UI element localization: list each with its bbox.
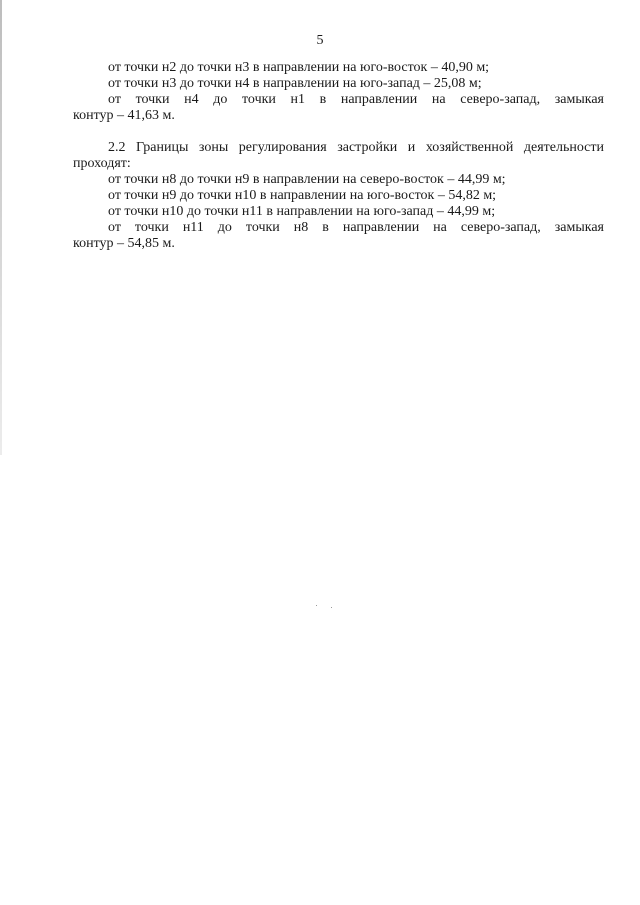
- boundary-closing-line: от точки н11 до точки н8 в направлении на северо-запад, замыкая: [108, 220, 604, 235]
- scan-edge-shadow: [0, 0, 2, 455]
- boundary-line: от точки н10 до точки н11 в направлении на юго-запад – 44,99 м;: [108, 204, 496, 219]
- boundary-line: от точки н2 до точки н3 в направлении на юго-восток – 40,90 м;: [108, 60, 490, 75]
- section-heading-continuation: проходят:: [73, 156, 131, 171]
- boundary-closing-continuation: контур – 54,85 м.: [73, 236, 175, 251]
- paragraph-gap: [73, 124, 604, 140]
- boundary-line: от точки н9 до точки н10 в направлении на юго-восток – 54,82 м;: [108, 188, 497, 203]
- scan-speck: [316, 605, 317, 606]
- scan-speck: [331, 607, 332, 608]
- boundary-closing-line: от точки н4 до точки н1 в направлении на северо-запад, замыкая: [108, 92, 604, 107]
- section-heading: 2.2 Границы зоны регулирования застройки и хозяйственной деятельности: [108, 140, 604, 155]
- page-number: 5: [316, 33, 324, 48]
- boundary-closing-continuation: контур – 41,63 м.: [73, 108, 175, 123]
- document-body: [73, 60, 604, 252]
- boundary-line: от точки н3 до точки н4 в направлении на юго-запад – 25,08 м;: [108, 76, 482, 91]
- boundary-line: от точки н8 до точки н9 в направлении на северо-восток – 44,99 м;: [108, 172, 506, 187]
